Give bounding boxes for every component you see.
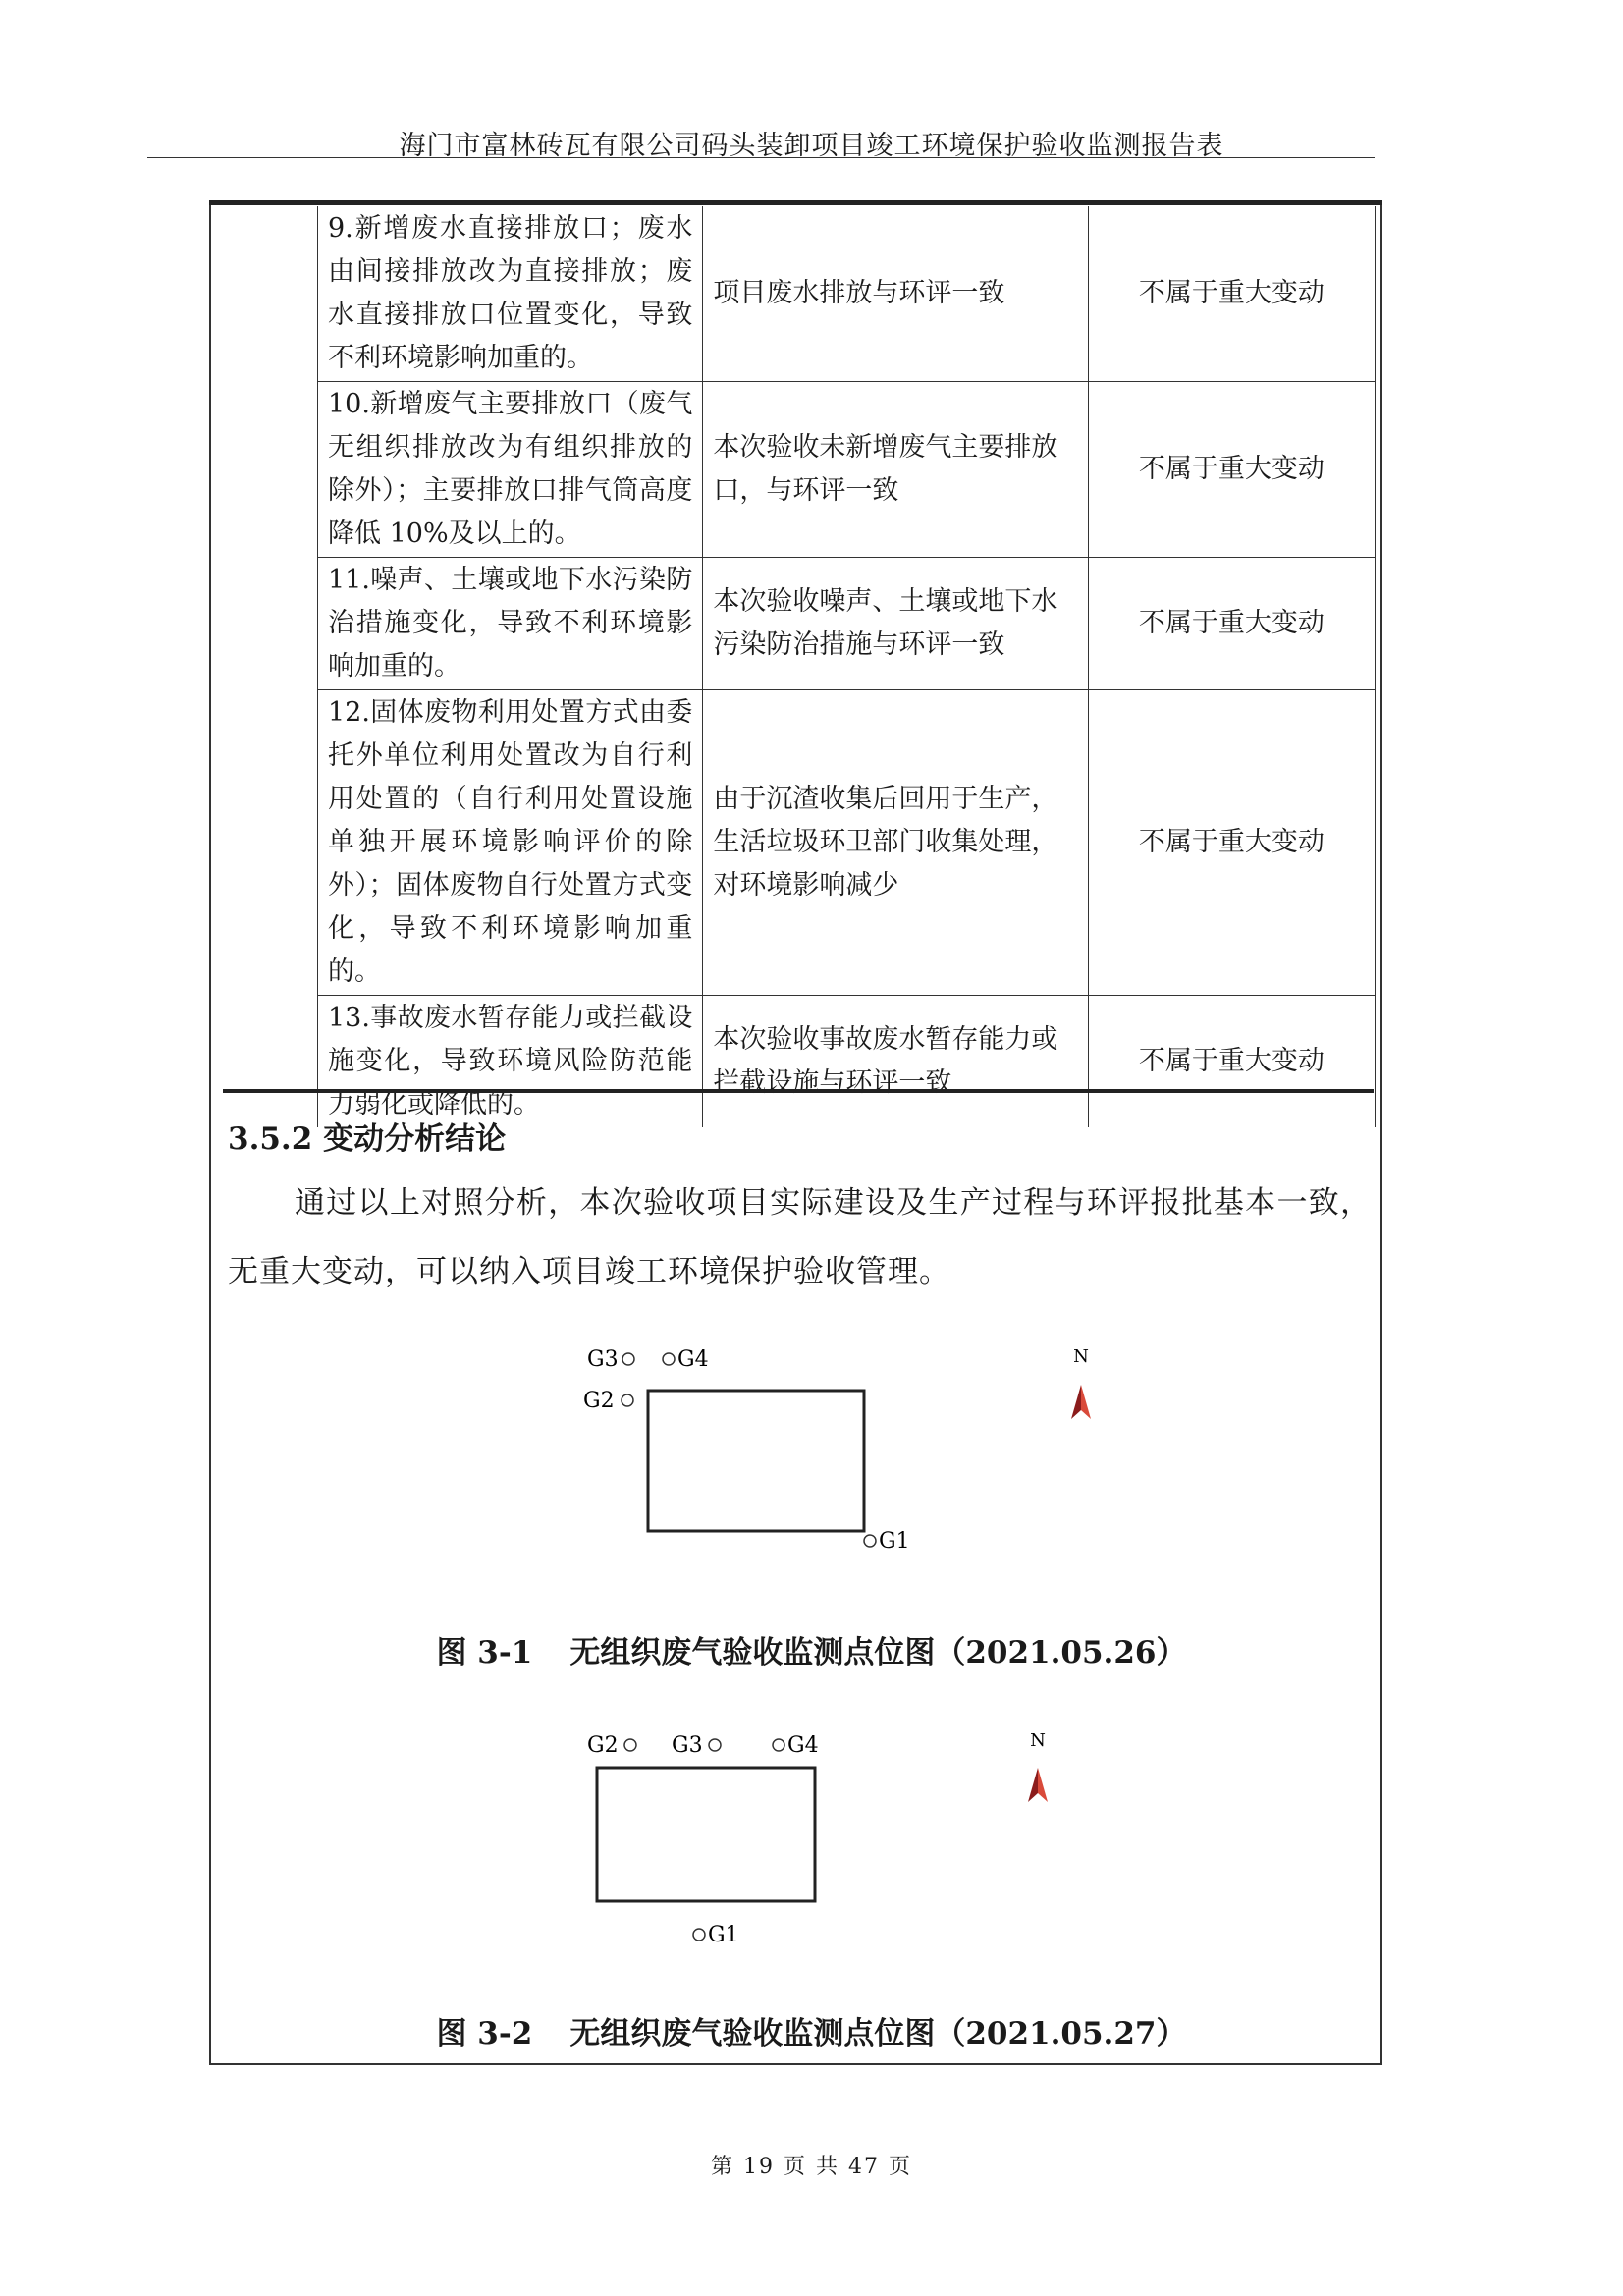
actual-status-cell: 本次验收事故废水暂存能力或拦截设施与环评一致 xyxy=(703,996,1088,1128)
actual-status-cell: 项目废水排放与环评一致 xyxy=(703,206,1088,382)
conclusion-cell: 不属于重大变动 xyxy=(1088,558,1375,690)
north-arrow-icon-light xyxy=(1081,1385,1091,1419)
change-item-cell: 12.固体废物利用处置方式由委托外单位利用处置改为自行利用处置的（自行利用处置设施单独开展环境影响评价的除外）；固体废物自行处置方式变化，导致不利环境影响加重的。 xyxy=(318,690,703,996)
north-arrow-icon-light xyxy=(1038,1768,1048,1802)
point-label-g3: G3 xyxy=(672,1733,703,1758)
section-paragraph: 通过以上对照分析，本次验收项目实际建设及生产过程与环评报批基本一致，无重大变动，可以纳入项目竣工环境保护验收管理。 xyxy=(228,1185,1372,1289)
conclusion-cell: 不属于重大变动 xyxy=(1088,206,1375,382)
point-marker-g1 xyxy=(864,1535,876,1547)
point-marker-g1 xyxy=(693,1929,705,1941)
point-label-g2: G2 xyxy=(587,1733,619,1758)
page-number: 第 19 页 共 47 页 xyxy=(711,2155,912,2179)
actual-status-cell: 本次验收未新增废气主要排放口，与环评一致 xyxy=(703,382,1088,558)
report-header-title: 海门市富林砖瓦有限公司码头装卸项目竣工环境保护验收监测报告表 xyxy=(399,131,1224,161)
figure-number-1: 图 3-1 xyxy=(436,1635,533,1670)
change-analysis-table xyxy=(317,206,1376,1127)
north-label: N xyxy=(1030,1730,1046,1751)
north-arrow-icon xyxy=(1028,1768,1038,1802)
figure-caption-1 xyxy=(0,1627,1623,1671)
point-label-g2: G2 xyxy=(583,1389,615,1413)
north-arrow-icon xyxy=(1071,1385,1081,1419)
actual-status-cell: 由于沉渣收集后回用于生产，生活垃圾环卫部门收集处理，对环境影响减少 xyxy=(703,690,1088,996)
monitoring-point-map-2 xyxy=(569,1719,1119,1954)
north-label: N xyxy=(1073,1346,1089,1367)
conclusion-cell: 不属于重大变动 xyxy=(1088,996,1375,1128)
frame-top-rule xyxy=(209,200,1382,205)
conclusion-cell: 不属于重大变动 xyxy=(1088,690,1375,996)
table-row xyxy=(318,206,1376,382)
table-row xyxy=(318,382,1376,558)
actual-status-cell: 本次验收噪声、土壤或地下水污染防治措施与环评一致 xyxy=(703,558,1088,690)
point-label-g3: G3 xyxy=(587,1347,619,1372)
table-bottom-rule xyxy=(223,1089,1374,1093)
monitoring-point-map-1 xyxy=(569,1336,1119,1571)
site-boundary xyxy=(648,1391,864,1531)
header-divider xyxy=(147,157,1375,158)
point-label-g4: G4 xyxy=(787,1733,819,1758)
section-heading: 3.5.2 变动分析结论 xyxy=(228,1121,507,1157)
change-item-cell: 11.噪声、土壤或地下水污染防治措施变化，导致不利环境影响加重的。 xyxy=(318,558,703,690)
site-boundary xyxy=(597,1768,815,1901)
table-row xyxy=(318,558,1376,690)
figure-caption-2 xyxy=(0,2008,1623,2052)
conclusion-cell: 不属于重大变动 xyxy=(1088,382,1375,558)
point-label-g1: G1 xyxy=(708,1923,739,1947)
change-item-cell: 10.新增废气主要排放口（废气无组织排放改为有组织排放的除外）；主要排放口排气筒高度降低 10%及以上的。 xyxy=(318,382,703,558)
point-marker-g2 xyxy=(624,1739,636,1751)
table-row xyxy=(318,690,1376,996)
point-marker-g3 xyxy=(622,1353,634,1365)
table-row xyxy=(318,996,1376,1128)
figure-number-2: 图 3-2 xyxy=(436,2016,533,2051)
change-item-cell: 13.事故废水暂存能力或拦截设施变化，导致环境风险防范能力弱化或降低的。 xyxy=(318,996,703,1128)
point-label-g4: G4 xyxy=(677,1347,709,1372)
change-item-cell: 9.新增废水直接排放口；废水由间接排放改为直接排放；废水直接排放口位置变化，导致不利环境影响加重的。 xyxy=(318,206,703,382)
figure-caption-text-2: 无组织废气验收监测点位图（2021.05.27） xyxy=(569,2016,1187,2051)
point-label-g1: G1 xyxy=(879,1529,910,1554)
point-marker-g4 xyxy=(663,1353,675,1365)
point-marker-g4 xyxy=(773,1739,784,1751)
figure-caption-text-1: 无组织废气验收监测点位图（2021.05.26） xyxy=(569,1635,1187,1670)
point-marker-g3 xyxy=(709,1739,721,1751)
point-marker-g2 xyxy=(622,1394,633,1406)
